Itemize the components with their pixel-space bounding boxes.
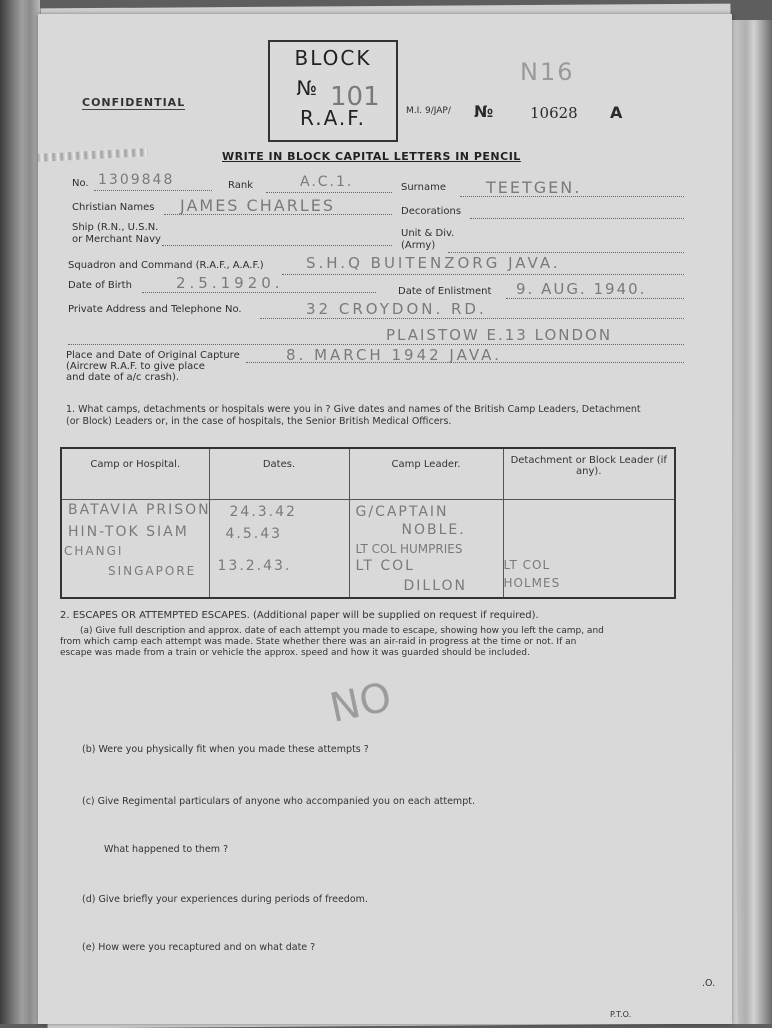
block-leader-entry: LT COL xyxy=(503,558,551,572)
enlistment-line xyxy=(506,298,684,299)
address-label: Private Address and Telephone No. xyxy=(68,304,242,315)
surname-value: TEETGEN. xyxy=(486,178,582,197)
stamp-no-text: № xyxy=(296,76,320,100)
ship-label-1: Ship (R.N., U.S.N. xyxy=(72,222,159,233)
binder-left-edge xyxy=(0,0,40,1024)
leader-entry: LT COL xyxy=(355,558,415,574)
camps-table xyxy=(60,447,676,599)
block-stamp xyxy=(268,40,398,142)
rank-value: A.C.1. xyxy=(300,174,354,190)
stacked-pages-right-edge xyxy=(732,20,772,1024)
form-no-label: № xyxy=(474,102,494,121)
squadron-value: S.H.Q BUITENZORG JAVA. xyxy=(306,254,561,272)
camp-col-header: Camp or Hospital. xyxy=(61,448,209,500)
christian-names-value: JAMES CHARLES xyxy=(180,196,335,215)
christian-names-label: Christian Names xyxy=(72,202,155,213)
dates-cell xyxy=(209,500,349,599)
q2-a-1: (a) Give full description and approx. date of each attempt you made to escape, showing how you left the camp, and xyxy=(80,626,604,636)
no-line xyxy=(94,190,212,191)
capture-value: 8. MARCH 1942 JAVA. xyxy=(286,346,502,364)
q2-c: (c) Give Regimental particulars of anyone who accompanied you on each attempt. xyxy=(82,796,475,807)
form-title: WRITE IN BLOCK CAPITAL LETTERS IN PENCIL xyxy=(222,150,521,163)
dob-line xyxy=(142,292,376,293)
stamp-block-text: BLOCK xyxy=(294,46,372,70)
squadron-label: Squadron and Command (R.A.F., A.A.F.) xyxy=(68,260,264,271)
pto-label: P.T.O. xyxy=(610,1010,632,1019)
service-number: 1309848 xyxy=(98,172,175,188)
stamp-raf-text: R.A.F. xyxy=(300,106,366,130)
camp-cell xyxy=(61,500,209,599)
q2-b: (b) Were you physically fit when you made these attempts ? xyxy=(82,744,369,755)
capture-label-3: and date of a/c crash). xyxy=(66,372,180,383)
enlistment-label: Date of Enlistment xyxy=(398,286,492,297)
camp-entry: SINGAPORE xyxy=(108,564,197,578)
decorations-line xyxy=(470,218,684,219)
block-leader-entry: HOLMES xyxy=(503,576,561,590)
string-tie xyxy=(38,148,148,162)
q2-e: (e) How were you recaptured and on what date ? xyxy=(82,942,316,953)
address-value-2: PLAISTOW E.13 LONDON xyxy=(386,326,613,344)
leader-entry: G/CAPTAIN xyxy=(355,504,449,520)
leader-entry: NOBLE. xyxy=(401,522,466,538)
date-entry: 13.2.43. xyxy=(217,558,292,574)
address-value-1: 32 CROYDON. RD. xyxy=(306,300,487,318)
form-no-suffix: A xyxy=(610,103,623,122)
confidential-label: CONFIDENTIAL xyxy=(82,96,186,109)
rank-line xyxy=(266,192,392,193)
handwritten-ref-mark: N16 xyxy=(520,58,575,86)
dates-col-header: Dates. xyxy=(209,448,349,500)
leader-entry: LT COL HUMPRIES xyxy=(355,542,463,556)
q2-a-3: escape was made from a train or vehicle the approx. speed and how it was guarded should be included. xyxy=(60,648,530,658)
q1-text-1: 1. What camps, detachments or hospitals were you in ? Give dates and names of the British Camp Leaders, Detachment xyxy=(66,404,641,415)
camp-entry: BATAVIA PRISON xyxy=(68,502,211,518)
squadron-line xyxy=(282,274,684,275)
camp-entry: HIN-TOK SIAM xyxy=(68,524,189,540)
unit-label-2: (Army) xyxy=(401,240,436,251)
stamp-block-number: 101 xyxy=(330,82,380,112)
ship-line xyxy=(162,245,392,246)
address-line-2 xyxy=(68,344,684,345)
no-label: No. xyxy=(72,178,89,189)
leader-cell xyxy=(349,500,503,599)
capture-label-1: Place and Date of Original Capture xyxy=(66,350,240,361)
camps-table-body-row xyxy=(61,500,675,599)
decorations-label: Decorations xyxy=(401,206,462,217)
block-leader-col-header: Detachment or Block Leader (if any). xyxy=(503,448,675,500)
q2-d: (d) Give briefly your experiences during periods of freedom. xyxy=(82,894,368,905)
corner-mark: .O. xyxy=(702,978,716,989)
document-page xyxy=(38,14,732,1024)
q2-a-2: from which camp each attempt was made. State whether there was an air-raid in progress at the time or not. If an xyxy=(60,637,577,647)
leader-col-header: Camp Leader. xyxy=(349,448,503,500)
capture-label-2: (Aircrew R.A.F. to give place xyxy=(66,361,205,372)
form-no-value: 10628 xyxy=(530,104,578,122)
leader-entry: DILLON xyxy=(403,578,468,594)
mi9-ref: M.I. 9/JAP/ xyxy=(406,106,451,116)
date-entry: 24.3.42 xyxy=(229,504,297,520)
enlistment-value: 9. AUG. 1940. xyxy=(516,280,647,298)
camps-table-header-row xyxy=(61,448,675,500)
unit-line xyxy=(448,252,684,253)
dob-value: 2.5.1920. xyxy=(176,274,284,292)
rank-label: Rank xyxy=(228,180,253,191)
block-leader-cell xyxy=(503,500,675,599)
answer-no: NO xyxy=(325,674,396,732)
camp-entry: CHANGI xyxy=(64,544,124,558)
q2-heading: 2. ESCAPES OR ATTEMPTED ESCAPES. (Additional paper will be supplied on request if required). xyxy=(60,610,539,621)
ship-label-2: or Merchant Navy xyxy=(72,234,161,245)
q2-c-followup: What happened to them ? xyxy=(104,844,229,855)
q1-text-2: (or Block) Leaders or, in the case of hospitals, the Senior British Medical Officers. xyxy=(66,416,452,427)
unit-label-1: Unit & Div. xyxy=(401,228,455,239)
address-line-1 xyxy=(260,318,684,319)
date-entry: 4.5.43 xyxy=(225,526,283,542)
dob-label: Date of Birth xyxy=(68,280,132,291)
surname-label: Surname xyxy=(401,182,446,193)
